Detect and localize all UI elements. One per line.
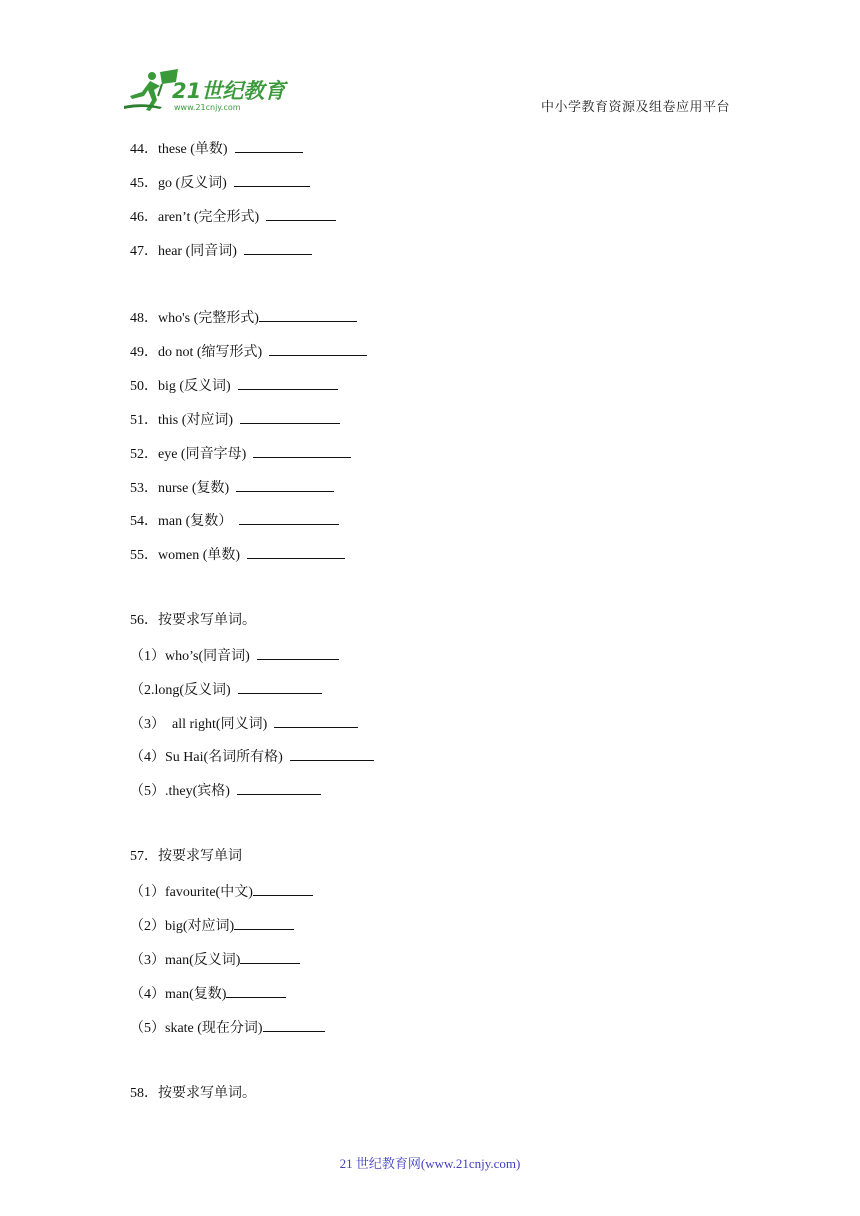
question-line (130, 1018, 325, 1038)
question-text: 48．who's (完整形式) (130, 311, 259, 326)
question-heading (130, 848, 242, 866)
question-text: （3） all right(同义词) (130, 717, 275, 732)
question-text: （2）big(对应词) (130, 919, 235, 934)
question-text: （4）Su Hai(名词所有格) (130, 750, 290, 765)
question-heading (130, 1085, 256, 1103)
question-line (130, 478, 334, 498)
question-line (130, 882, 313, 902)
platform-tagline: 中小学教育资源及组卷应用平台 (540, 99, 730, 114)
question-line (130, 747, 374, 767)
answer-blank[interactable] (240, 950, 300, 964)
answer-blank[interactable] (269, 342, 367, 356)
answer-blank[interactable] (238, 376, 338, 390)
question-text: 55．women (单数) (130, 548, 248, 563)
page-header (0, 0, 860, 125)
question-text: 58．按要求写单词。 (130, 1086, 256, 1101)
question-line (130, 984, 286, 1004)
question-line (130, 308, 357, 328)
question-text: 57．按要求写单词 (130, 849, 242, 864)
answer-blank[interactable] (237, 781, 321, 795)
question-text: （5）skate (现在分词) (130, 1021, 263, 1036)
question-text: 56．按要求写单词。 (130, 613, 256, 628)
question-text: （4）man(复数) (130, 987, 227, 1002)
question-line (130, 173, 310, 193)
answer-blank[interactable] (253, 444, 351, 458)
answer-blank[interactable] (235, 139, 303, 153)
question-text: 45．go (反义词) (130, 176, 234, 191)
question-text: （3）man(反义词) (130, 953, 241, 968)
answer-blank[interactable] (226, 984, 286, 998)
question-line (130, 444, 351, 464)
question-text: （2.long(反义词) (130, 683, 238, 698)
question-line (130, 916, 294, 936)
answer-blank[interactable] (244, 241, 312, 255)
question-text: 47．hear (同音词) (130, 244, 244, 259)
answer-blank[interactable] (234, 173, 310, 187)
question-text: 46．aren’t (完全形式) (130, 210, 267, 225)
answer-blank[interactable] (240, 410, 340, 424)
question-line (130, 781, 321, 801)
question-line (130, 342, 367, 362)
question-line (130, 410, 340, 430)
question-line (130, 714, 358, 734)
question-text: 52．eye (同音字母) (130, 447, 254, 462)
site-logo[interactable] (122, 66, 292, 116)
question-line (130, 680, 322, 700)
question-text: （1）favourite(中文) (130, 885, 253, 900)
svg-text:21世纪教育: 21世纪教育 (172, 79, 286, 103)
answer-blank[interactable] (263, 1018, 325, 1032)
answer-blank[interactable] (238, 680, 322, 694)
answer-blank[interactable] (259, 308, 357, 322)
answer-blank[interactable] (274, 714, 358, 728)
question-text: 54．man (复数） (130, 514, 240, 529)
question-heading (130, 612, 256, 630)
question-text: 51．this (对应词) (130, 413, 241, 428)
question-text: 44．these (单数) (130, 142, 235, 157)
question-line (130, 646, 339, 666)
runner-logo-icon (122, 66, 292, 116)
question-text: （5）.they(宾格) (130, 784, 237, 799)
question-line (130, 241, 312, 261)
answer-blank[interactable] (236, 478, 334, 492)
page-footer[interactable]: 21 世纪教育网(www.21cnjy.com) (339, 1156, 521, 1171)
question-line (130, 207, 336, 227)
question-text: （1）who’s(同音词) (130, 649, 257, 664)
question-line (130, 950, 300, 970)
question-text: 50．big (反义词) (130, 379, 238, 394)
answer-blank[interactable] (234, 916, 294, 930)
svg-text:www.21cnjy.com: www.21cnjy.com (174, 103, 241, 112)
question-text: 53．nurse (复数) (130, 481, 237, 496)
answer-blank[interactable] (266, 207, 336, 221)
question-line (130, 139, 303, 159)
question-text: 49．do not (缩写形式) (130, 345, 270, 360)
answer-blank[interactable] (253, 882, 313, 896)
question-line (130, 376, 338, 396)
answer-blank[interactable] (247, 545, 345, 559)
answer-blank[interactable] (290, 747, 374, 761)
question-line (130, 545, 345, 565)
answer-blank[interactable] (257, 646, 339, 660)
question-line (130, 511, 339, 531)
answer-blank[interactable] (239, 511, 339, 525)
